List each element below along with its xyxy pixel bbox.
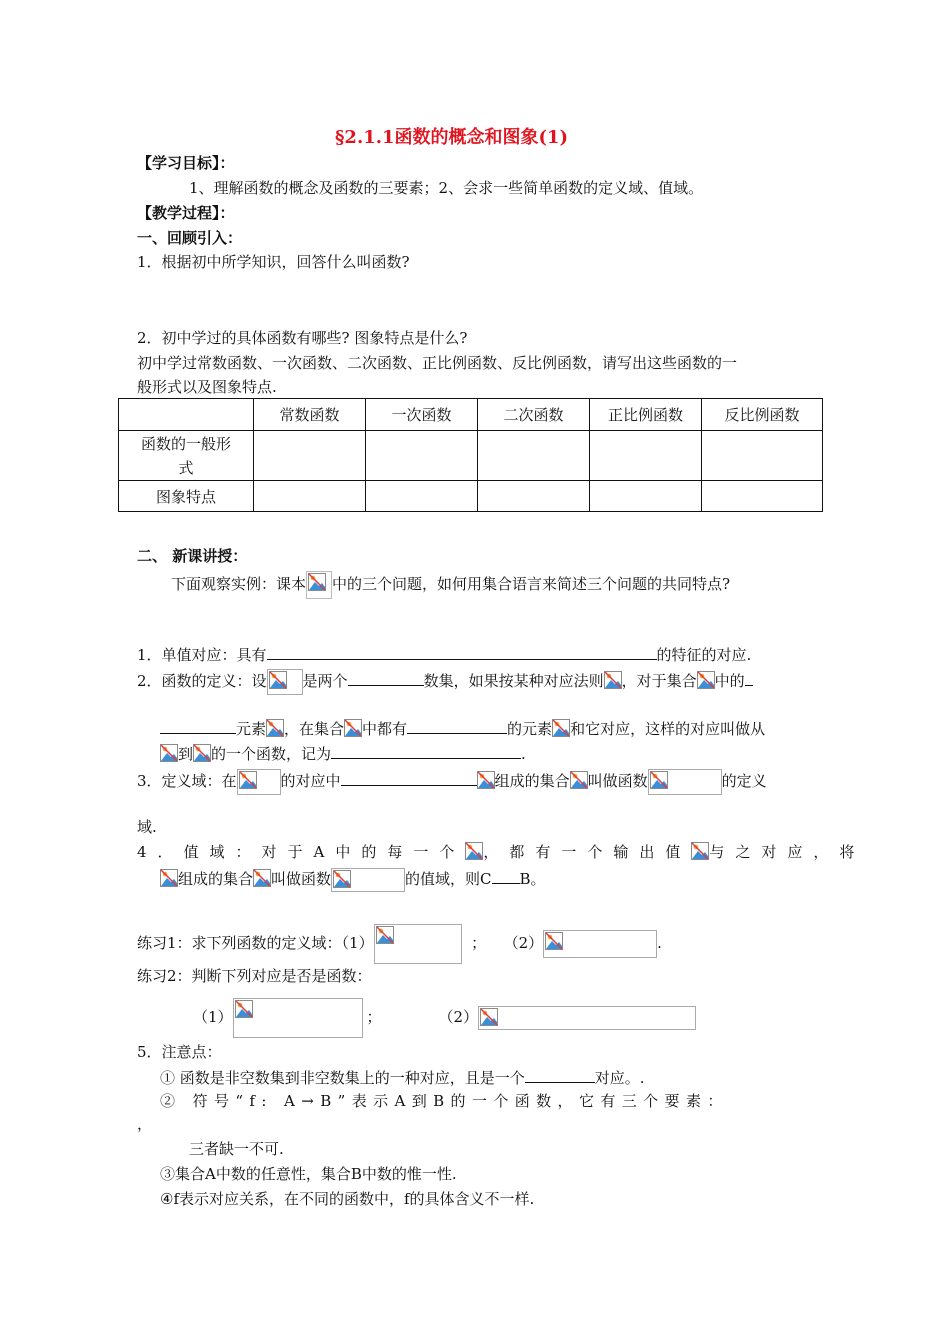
image-placeholder	[648, 769, 722, 795]
table-cell[interactable]	[254, 431, 366, 481]
p2-text-b: 是两个	[302, 672, 348, 690]
p3-text-e: 的定义	[721, 772, 767, 790]
blank-line[interactable]	[525, 1066, 595, 1083]
question-2: 2．初中学过的具体函数有哪些? 图象特点是什么?	[137, 329, 468, 347]
p2-text-f: 元素	[236, 720, 267, 738]
broken-image-icon	[570, 771, 588, 789]
broken-image-icon	[480, 1008, 498, 1026]
table-header-constant: 常数函数	[254, 399, 366, 431]
image-placeholder	[543, 930, 657, 958]
p1-text-a: 1．单值对应：具有	[137, 646, 267, 664]
broken-image-icon	[239, 771, 257, 789]
broken-image-icon	[308, 573, 326, 591]
p2-text-k: 到	[178, 745, 194, 763]
point-2-line2	[160, 717, 765, 739]
p2-text-l: 的一个函数，记为	[211, 745, 332, 763]
table-header-quadratic: 二次函数	[478, 399, 590, 431]
broken-image-icon	[697, 671, 715, 689]
note-2-comma: ，	[137, 1115, 153, 1133]
broken-image-icon	[333, 870, 351, 888]
objectives-text: 1、理解函数的概念及函数的三要素；2、会求一些简单函数的定义域、值域。	[189, 179, 704, 197]
table-cell[interactable]	[702, 481, 823, 512]
blank-line[interactable]	[331, 742, 521, 759]
table-row-label-general-form	[119, 431, 254, 481]
point-2-line3	[160, 742, 526, 764]
section2-intro	[171, 571, 730, 599]
note-3: ③集合A中数的任意性，集合B中数的惟一性.	[160, 1165, 457, 1183]
point-2-line1	[137, 669, 753, 695]
p2-text-i: 的元素	[507, 720, 553, 738]
image-placeholder	[233, 998, 363, 1038]
blank-line[interactable]	[267, 643, 657, 660]
exercise-2-heading: 练习2：判断下列对应是否是函数：	[137, 967, 372, 985]
p3-text-d: 叫做函数	[587, 772, 648, 790]
p3-text-b: 的对应中	[280, 772, 341, 790]
p4-text-b: ，都有一个输出值	[483, 843, 692, 861]
p4-text-f: 的值域，则C	[405, 870, 492, 888]
broken-image-icon	[477, 771, 495, 789]
table-cell[interactable]	[478, 481, 590, 512]
point-4-line1	[137, 842, 866, 862]
p2-text-c: 数集，如果按某种对应法则	[423, 672, 604, 690]
p3-text-a: 3．定义域：在	[137, 772, 237, 790]
broken-image-icon	[344, 719, 362, 737]
note-1	[160, 1066, 645, 1088]
note-2-continued: 三者缺一不可.	[189, 1140, 284, 1158]
p2-text-g: ，在集合	[284, 720, 345, 738]
broken-image-icon	[552, 719, 570, 737]
table-cell[interactable]	[366, 481, 478, 512]
p1-text-b: 的特征的对应.	[656, 646, 752, 664]
blank-line[interactable]	[160, 717, 236, 734]
p4-text-d: 组成的集合	[178, 870, 254, 888]
section2-heading: 二、 新课讲授：	[137, 547, 248, 565]
table-cell[interactable]	[478, 431, 590, 481]
broken-image-icon	[160, 869, 178, 887]
note-2: ② 符号“f: A→B”表示A到B的一个函数，它有三个要素：	[160, 1092, 729, 1110]
point-1	[137, 643, 751, 665]
note-4: ④f表示对应关系，在不同的函数中，f的具体含义不一样.	[160, 1190, 535, 1208]
exercise-2-items	[193, 998, 696, 1038]
page-title: §2.1.1函数的概念和图象(1)	[335, 127, 569, 148]
p2-text-h: 中都有	[362, 720, 408, 738]
p4-text-c: 与之对应，将	[709, 843, 866, 861]
ex1-text-d: .	[657, 934, 662, 952]
p4-text-a: 4．值域：对于A中的每一个	[137, 843, 466, 861]
label-line1: 函数的一般形	[140, 434, 231, 453]
table-cell[interactable]	[590, 431, 702, 481]
ex1-text-a: 练习1：求下列函数的定义域：（1）	[137, 934, 374, 952]
p2-text-e: 中的	[714, 672, 745, 690]
p2-text-j: 和它对应，这样的对应叫做从	[570, 720, 766, 738]
table-header-blank	[119, 399, 254, 431]
broken-image-icon	[376, 926, 394, 944]
intro-text-b: 中的三个问题，如何用集合语言来简述三个问题的共同特点?	[332, 575, 731, 593]
process-heading: 【教学过程】：	[137, 204, 235, 222]
blank-line[interactable]	[492, 867, 520, 884]
question-1: 1．根据初中所学知识，回答什么叫函数?	[137, 253, 410, 271]
n1-text-a: ① 函数是非空数集到非空数集上的一种对应，且是一个	[160, 1069, 525, 1087]
point-3-line1	[137, 769, 767, 795]
table-cell[interactable]	[590, 481, 702, 512]
broken-image-icon	[160, 744, 178, 762]
p3-text-c: 组成的集合	[494, 772, 570, 790]
broken-image-icon	[269, 671, 287, 689]
p4-text-e: 叫做函数	[271, 870, 332, 888]
image-placeholder	[331, 868, 405, 892]
ex1-text-b: ；	[471, 934, 487, 952]
broken-image-icon	[545, 932, 563, 950]
p2-text-m: .	[521, 745, 526, 763]
broken-image-icon	[235, 1000, 253, 1018]
table-cell[interactable]	[254, 481, 366, 512]
p2-text-d: ，对于集合	[621, 672, 697, 690]
broken-image-icon	[193, 744, 211, 762]
notes-heading: 5．注意点：	[137, 1043, 222, 1061]
label-line2: 式	[178, 458, 194, 477]
broken-image-icon	[253, 869, 271, 887]
p2-text-a: 2．函数的定义：设	[137, 672, 267, 690]
broken-image-icon	[604, 671, 622, 689]
table-header-direct-proportion: 正比例函数	[590, 399, 702, 431]
ex2-text-b: （1）	[193, 1008, 233, 1026]
table-header-linear: 一次函数	[366, 399, 478, 431]
ex2-text-c: ；	[366, 1008, 382, 1026]
n1-text-b: 对应。.	[594, 1069, 645, 1087]
point-4-line2	[160, 867, 546, 892]
blank-line[interactable]	[341, 769, 477, 786]
p4-text-g: B。	[519, 870, 546, 888]
section1-heading: 一、回顾引入：	[137, 229, 243, 247]
broken-image-icon	[465, 842, 483, 860]
ex1-text-c: （2）	[503, 934, 544, 952]
table-row-label-graph-feature: 图象特点	[119, 481, 254, 512]
blank-line[interactable]	[348, 669, 424, 686]
ex2-text-d: （2）	[438, 1008, 479, 1026]
image-placeholder	[237, 769, 281, 795]
table-cell[interactable]	[702, 431, 823, 481]
intro-text-a: 下面观察实例：课本	[171, 575, 307, 593]
question-2-desc-line1: 初中学过常数函数、一次函数、二次函数、正比例函数、反比例函数，请写出这些函数的一	[137, 354, 738, 372]
image-placeholder	[267, 669, 303, 695]
objectives-heading: 【学习目标】：	[137, 154, 235, 172]
question-2-desc-line2: 般形式以及图象特点.	[137, 378, 277, 396]
function-table	[118, 398, 823, 512]
blank-line[interactable]	[745, 669, 753, 686]
image-placeholder	[478, 1006, 696, 1030]
broken-image-icon	[691, 842, 709, 860]
broken-image-icon	[650, 771, 668, 789]
table-header-inverse-proportion: 反比例函数	[702, 399, 823, 431]
image-placeholder	[374, 924, 462, 964]
image-placeholder	[306, 571, 332, 599]
broken-image-icon	[266, 719, 284, 737]
table-cell[interactable]	[366, 431, 478, 481]
exercise-1	[137, 924, 662, 964]
point-3-line2: 域.	[137, 818, 157, 836]
blank-line[interactable]	[407, 717, 507, 734]
